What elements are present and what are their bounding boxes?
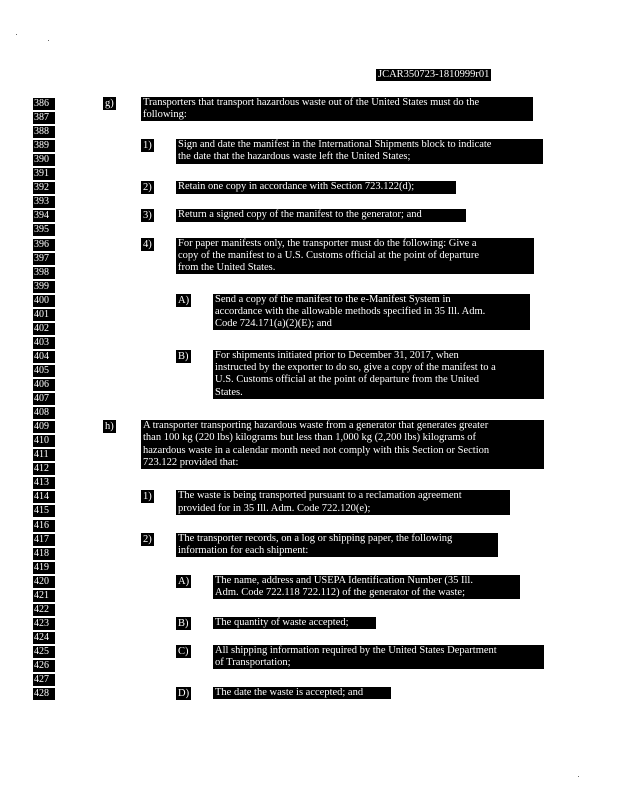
paragraph-marker: 1) xyxy=(143,140,152,152)
line-number: 410 xyxy=(33,435,55,447)
text-line: All shipping information required by the United States Department xyxy=(215,644,497,656)
paragraph-marker: 2) xyxy=(143,182,152,194)
text-line: The date the waste is accepted; and xyxy=(215,687,364,699)
paragraph-marker: D) xyxy=(178,688,190,700)
paragraph-marker: 1) xyxy=(143,491,152,503)
paragraph-text xyxy=(141,97,533,121)
line-number: 426 xyxy=(33,660,55,672)
paragraph-marker: A) xyxy=(178,294,190,306)
text-line: A transporter transporting hazardous waste from a generator that generates greater xyxy=(143,420,489,432)
text-line: U.S. Customs official at the point of departure from the United xyxy=(215,374,480,386)
line-number: 403 xyxy=(33,337,55,349)
line-number: 427 xyxy=(33,674,55,686)
paragraph-text xyxy=(176,139,543,163)
line-number: 421 xyxy=(33,590,55,602)
line-number: 405 xyxy=(33,365,55,377)
line-number: 392 xyxy=(33,182,55,194)
line-number: 402 xyxy=(33,323,55,335)
paragraph-marker: g) xyxy=(105,98,114,109)
line-number: 420 xyxy=(33,576,55,588)
text-line: than 100 kg (220 lbs) kilograms but less than 1,000 kg (2,200 lbs) kilograms of xyxy=(143,432,477,444)
paragraph-text xyxy=(176,533,498,557)
line-number: 412 xyxy=(33,463,55,475)
paragraph-marker: B) xyxy=(178,617,189,629)
paragraph-marker: B) xyxy=(178,350,189,362)
line-number: 387 xyxy=(33,112,55,124)
paragraph-text xyxy=(213,645,544,669)
line-number: 388 xyxy=(33,126,55,138)
line-number: 398 xyxy=(33,267,55,279)
paragraph-text xyxy=(213,575,520,599)
line-number: 401 xyxy=(33,309,55,321)
document-code: JCAR350723-1810999r01 xyxy=(378,69,490,80)
line-number: 428 xyxy=(33,688,55,700)
line-number: 394 xyxy=(33,210,55,222)
paragraph-marker: C) xyxy=(178,645,189,657)
scan-speck xyxy=(48,40,49,41)
text-line: following: xyxy=(143,109,187,121)
line-number: 397 xyxy=(33,253,55,265)
scan-speck xyxy=(16,34,17,35)
text-line: Return a signed copy of the manifest to the generator; and xyxy=(178,209,422,221)
line-number: 404 xyxy=(33,351,55,363)
text-line: The name, address and USEPA Identification Number (35 Ill. xyxy=(215,574,473,586)
line-number: 396 xyxy=(33,239,55,251)
paragraph-text xyxy=(176,490,510,514)
text-line: hazardous waste in a calendar month need not comply with this Section or Section xyxy=(143,444,490,456)
text-line: The quantity of waste accepted; xyxy=(215,616,349,628)
text-line: the date that the hazardous waste left the United States; xyxy=(178,151,411,163)
text-line: Retain one copy in accordance with Section 723.122(d); xyxy=(178,181,415,193)
line-number: 422 xyxy=(33,604,55,616)
paragraph-marker: 3) xyxy=(143,210,152,222)
line-number: 419 xyxy=(33,562,55,574)
line-number: 386 xyxy=(33,98,55,110)
line-number: 416 xyxy=(33,520,55,532)
text-line: States. xyxy=(215,386,243,398)
line-number: 391 xyxy=(33,168,55,180)
line-number: 407 xyxy=(33,393,55,405)
text-line: For shipments initiated prior to December 31, 2017, when xyxy=(215,349,459,361)
line-number: 414 xyxy=(33,491,55,503)
text-line: Adm. Code 722.118 722.112) of the generator of the waste; xyxy=(215,586,465,598)
paragraph-marker: 4) xyxy=(143,238,152,250)
paragraph-marker: 2) xyxy=(143,533,152,545)
text-line: The waste is being transported pursuant to a reclamation agreement xyxy=(178,490,462,502)
line-number: 408 xyxy=(33,407,55,419)
paragraph-text xyxy=(176,209,466,221)
paragraph-text xyxy=(176,238,534,275)
text-line: instructed by the exporter to do so, give a copy of the manifest to a xyxy=(215,362,496,374)
line-number: 413 xyxy=(33,477,55,489)
text-line: of Transportation; xyxy=(215,657,291,669)
paragraph-text xyxy=(141,420,544,469)
line-number: 423 xyxy=(33,618,55,630)
text-line: Send a copy of the manifest to the e-Manifest System in xyxy=(215,293,451,305)
line-number: 424 xyxy=(33,632,55,644)
text-line: provided for in 35 Ill. Adm. Code 722.120(e); xyxy=(178,502,371,514)
text-line: Sign and date the manifest in the International Shipments block to indicate xyxy=(178,139,492,151)
text-line: accordance with the allowable methods specified in 35 Ill. Adm. xyxy=(215,305,486,317)
paragraph-text xyxy=(213,687,391,699)
line-number: 399 xyxy=(33,281,55,293)
text-line: from the United States. xyxy=(178,261,276,273)
line-number: 417 xyxy=(33,534,55,546)
paragraph-marker: h) xyxy=(105,421,114,433)
line-number: 411 xyxy=(33,449,55,461)
line-number: 390 xyxy=(33,154,55,166)
text-line: information for each shipment: xyxy=(178,544,309,556)
line-number: 415 xyxy=(33,505,55,517)
line-number: 400 xyxy=(33,295,55,307)
line-number: 406 xyxy=(33,379,55,391)
text-line: Transporters that transport hazardous waste out of the United States must do the xyxy=(143,97,480,108)
line-number: 409 xyxy=(33,421,55,433)
line-number: 418 xyxy=(33,548,55,560)
line-number: 395 xyxy=(33,224,55,236)
paragraph-text xyxy=(213,294,530,331)
text-line: The transporter records, on a log or shipping paper, the following xyxy=(178,532,453,544)
paragraph-text xyxy=(176,181,456,193)
text-line: For paper manifests only, the transporter must do the following: Give a xyxy=(178,237,477,249)
paragraph-text xyxy=(213,617,376,629)
line-number: 393 xyxy=(33,196,55,208)
paragraph-marker: A) xyxy=(178,575,190,587)
text-line: 723.122 provided that: xyxy=(143,456,239,468)
scan-speck xyxy=(578,776,579,777)
line-number: 389 xyxy=(33,140,55,152)
text-line: copy of the manifest to a U.S. Customs official at the point of departure xyxy=(178,249,480,261)
paragraph-text xyxy=(213,350,544,399)
text-line: Code 724.171(a)(2)(E); and xyxy=(215,318,332,330)
line-number: 425 xyxy=(33,646,55,658)
